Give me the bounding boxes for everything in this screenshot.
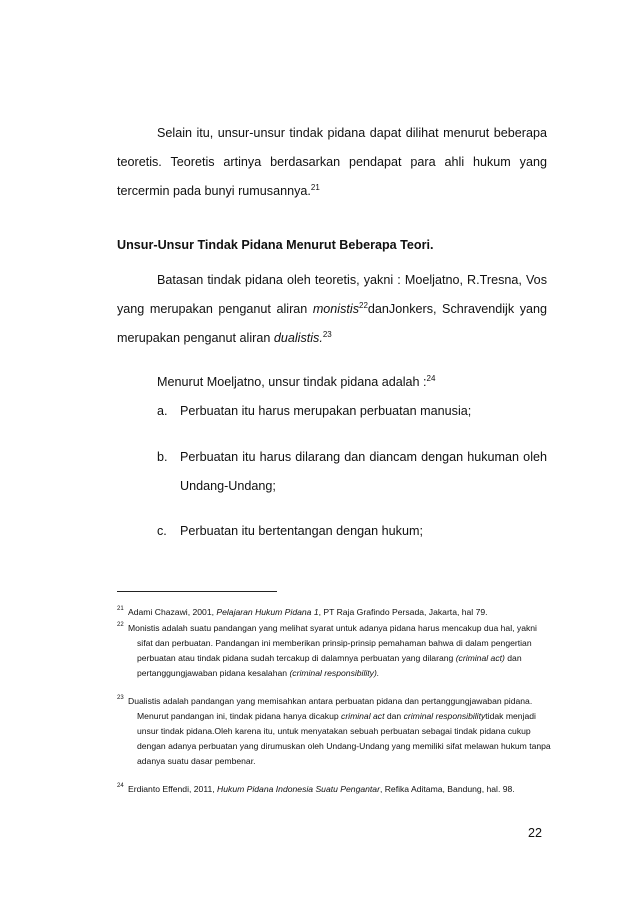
footnote-22 bbox=[117, 621, 553, 681]
footnote-text bbox=[117, 782, 553, 797]
footnote-term: (criminal act) bbox=[455, 653, 505, 663]
footnote-text-part: dan bbox=[384, 711, 404, 721]
footnote-text-part: tidak menjadi unsur tindak pidana.Oleh karena itu, untuk menyatakan sebuah perbuatan sebagai tindak pidana cukup dengan adanya perbuatan yang dirumuskan oleh Undang-Undang yang memiliki sifat melawan hukum tanpa adanya suatu dasar pembenar. bbox=[137, 711, 551, 766]
footnote-text-part: Adami Chazawi, 2001, bbox=[128, 607, 217, 617]
list-item bbox=[157, 397, 547, 426]
list-item bbox=[157, 517, 547, 546]
footnote-ref-22[interactable]: 22 bbox=[359, 300, 368, 310]
elements-list bbox=[157, 443, 547, 501]
paragraph-moeljatno bbox=[117, 368, 547, 397]
list-item-text: Perbuatan itu harus merupakan perbuatan manusia; bbox=[180, 404, 472, 418]
page-number: 22 bbox=[528, 826, 543, 840]
footnote-text bbox=[117, 605, 553, 620]
footnote-number: 24 bbox=[117, 783, 124, 789]
footnote-text-part: , PT Raja Grafindo Persada, Jakarta, hal 79. bbox=[318, 607, 488, 617]
paragraph-moeljatno-text: Menurut Moeljatno, unsur tindak pidana adalah : bbox=[157, 375, 427, 389]
list-item-text: Perbuatan itu bertentangan dengan hukum; bbox=[180, 524, 423, 538]
footnote-divider bbox=[117, 591, 277, 592]
elements-list bbox=[157, 397, 547, 426]
footnote-text-part: Monistis adalah suatu pandangan yang melihat syarat untuk adanya pidana harus mencakup dua hal, yakni sifat dan perbuatan. Pandangan ini memberikan prinsip-prinsip pemahaman bahwa di dalam pengertian perbuatan atau tindak pidana sudah tercakup di dalamnya perbuatan yang dilarang bbox=[128, 623, 537, 663]
footnote-21 bbox=[117, 605, 553, 620]
footnote-number: 22 bbox=[117, 622, 124, 628]
footnote-number: 23 bbox=[117, 695, 124, 701]
footnote-title: Hukum Pidana Indonesia Suatu Pengantar bbox=[217, 784, 380, 794]
footnote-text bbox=[117, 621, 553, 681]
list-item-text: Perbuatan itu harus dilarang dan diancam dengan hukuman oleh Undang-Undang; bbox=[180, 450, 547, 493]
list-item bbox=[157, 443, 547, 501]
footnote-title: Pelajaran Hukum Pidana 1 bbox=[216, 607, 319, 617]
footnote-number: 21 bbox=[117, 606, 124, 612]
paragraph-theorists-text-2: danJonkers, Schravendijk yang merupakan penganut aliran bbox=[117, 302, 548, 345]
list-marker: b. bbox=[157, 450, 168, 464]
footnote-ref-23[interactable]: 23 bbox=[322, 329, 332, 339]
elements-list bbox=[157, 517, 547, 546]
footnote-ref-24[interactable]: 24 bbox=[426, 373, 436, 383]
footnote-text-part: Erdianto Effendi, 2011, bbox=[128, 784, 218, 794]
footnote-text-part: dan pertanggungjawaban pidana kesalahan bbox=[137, 653, 522, 678]
footnote-term: (criminal responsibility). bbox=[289, 668, 380, 678]
footnote-23 bbox=[117, 694, 553, 769]
list-marker: c. bbox=[157, 524, 167, 538]
term-monistis: monistis bbox=[312, 302, 359, 316]
paragraph-intro bbox=[117, 119, 547, 206]
section-heading: Unsur-Unsur Tindak Pidana Menurut Beberapa Teori. bbox=[117, 238, 434, 252]
footnote-term: criminal act bbox=[341, 711, 385, 721]
footnote-24 bbox=[117, 782, 553, 797]
footnote-text-part: Dualistis adalah pandangan yang memisahkan antara perbuatan pidana dan pertanggungjawaban pidana. Menurut pandangan ini, tindak pidana hanya dicakup bbox=[128, 696, 533, 721]
term-dualistis: dualistis. bbox=[273, 331, 323, 345]
footnote-term: criminal responsibility bbox=[403, 711, 486, 721]
paragraph-theorists-text-1: Batasan tindak pidana oleh teoretis, yakni : Moeljatno, R.Tresna, Vos yang merupakan penganut aliran bbox=[117, 273, 547, 316]
footnote-text-part: , Refika Aditama, Bandung, hal. 98. bbox=[379, 784, 515, 794]
footnote-text bbox=[117, 694, 553, 769]
list-marker: a. bbox=[157, 404, 168, 418]
paragraph-intro-text: Selain itu, unsur-unsur tindak pidana dapat dilihat menurut beberapa teoretis. Teoretis artinya berdasarkan pendapat para ahli hukum yang tercermin pada bunyi rumusannya. bbox=[117, 126, 547, 198]
footnote-ref-21[interactable]: 21 bbox=[310, 182, 320, 192]
paragraph-theorists bbox=[117, 266, 547, 353]
